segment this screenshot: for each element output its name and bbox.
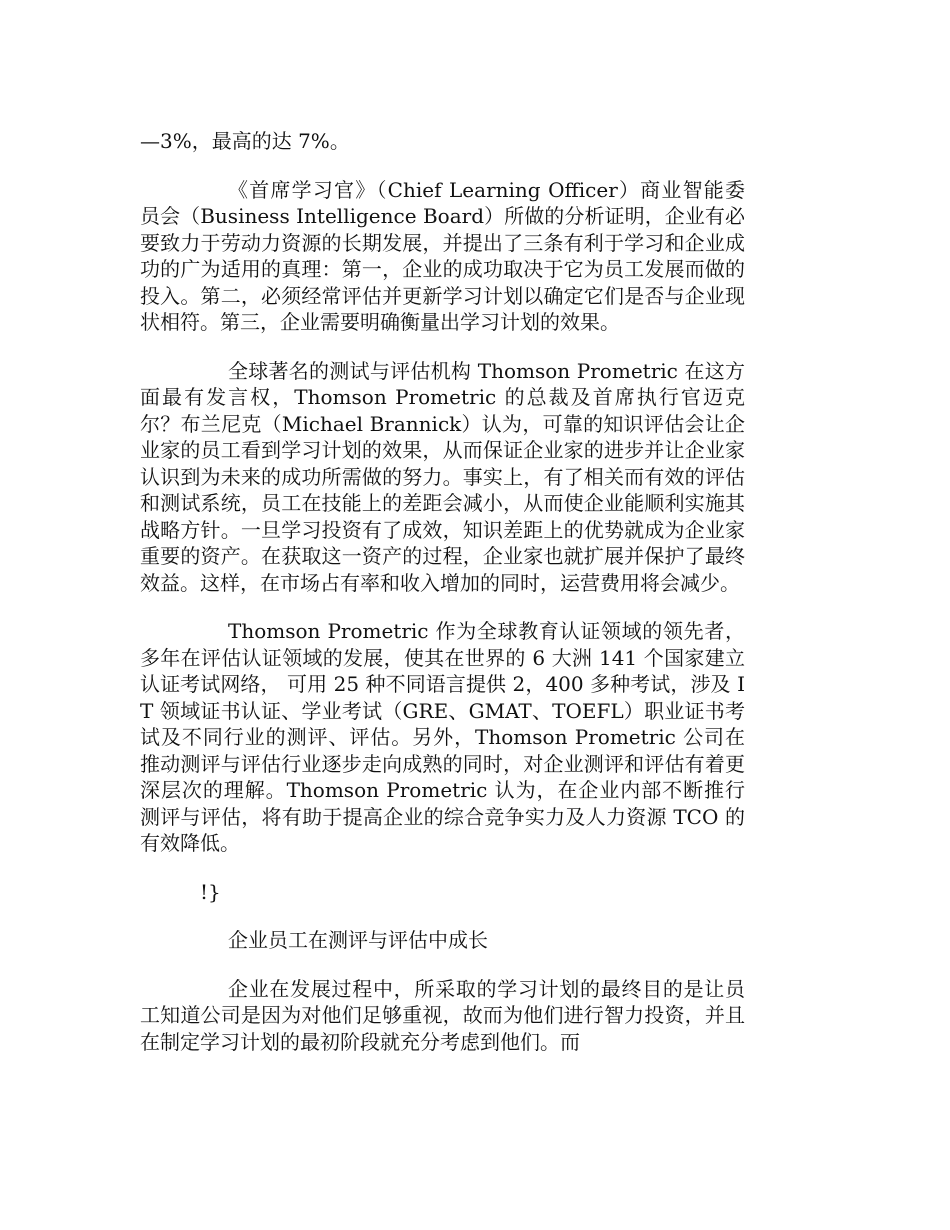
paragraph-continuation: —3%，最高的达 7%。 bbox=[140, 129, 350, 153]
paragraph-chief-learning-officer: 《首席学习官》（Chief Learning Officer）商业智能委员会（Business Intelligence Board）所做的分析证明，企业有必要致力于劳动力资源的长期发展，并提出了三条有利于学习和企业成功的广为适用的真理：第一，企业的成功取决于它为员工发展而做的投入。第二，必须经常评估并更新学习计划以确定它们是否与企业现状相符。第三，企业需要明确衡量出学习计划的效果。 bbox=[140, 177, 745, 334]
paragraph-thomson-prometric-network: Thomson Prometric 作为全球教育认证领域的领先者，多年在评估认证领域的发展，使其在世界的 6 大洲 141 个国家建立认证考试网络， 可用 25 种不同语言提供 2，400 多种考试，涉及 IT 领域证书认证、学业考试（GRE、GMAT、TOEFL）职业证书考试及不同行业的测评、评估。另外，Thomson Prometric 公司在推动测评与评估行业逐步走向成熟的同时，对企业测评和评估有着更深层次的理解。Thomson Prometric 认为，在企业内部不断推行测评与评估，将有助于提高企业的综合竞争实力及人力资源 TCO 的有效降低。 bbox=[140, 619, 745, 855]
paragraph-learning-plan: 企业在发展过程中，所采取的学习计划的最终目的是让员工知道公司是因为对他们足够重视，故而为他们进行智力投资，并且在制定学习计划的最初阶段就充分考虑到他们。而 bbox=[140, 976, 745, 1054]
section-heading: 企业员工在测评与评估中成长 bbox=[228, 928, 488, 952]
document-page bbox=[140, 128, 745, 1077]
stray-mark: !} bbox=[200, 879, 221, 904]
paragraph-thomson-prometric-ceo: 全球著名的测试与评估机构 Thomson Prometric 在这方面最有发言权，Thomson Prometric 的总裁及首席执行官迈克尔？布兰尼克（Michael Brannick）认为，可靠的知识评估会让企业家的员工看到学习计划的效果，从而保证企业家的进步并让企业家认识到为未来的成功所需做的努力。事实上，有了相关而有效的评估和测试系统，员工在技能上的差距会减小，从而使企业能顺利实施其战略方针。一旦学习投资有了成效，知识差距上的优势就成为企业家重要的资产。在获取这一资产的过程，企业家也就扩展并保护了最终效益。这样，在市场占有率和收入增加的同时，运营费用将会减少。 bbox=[140, 358, 745, 595]
